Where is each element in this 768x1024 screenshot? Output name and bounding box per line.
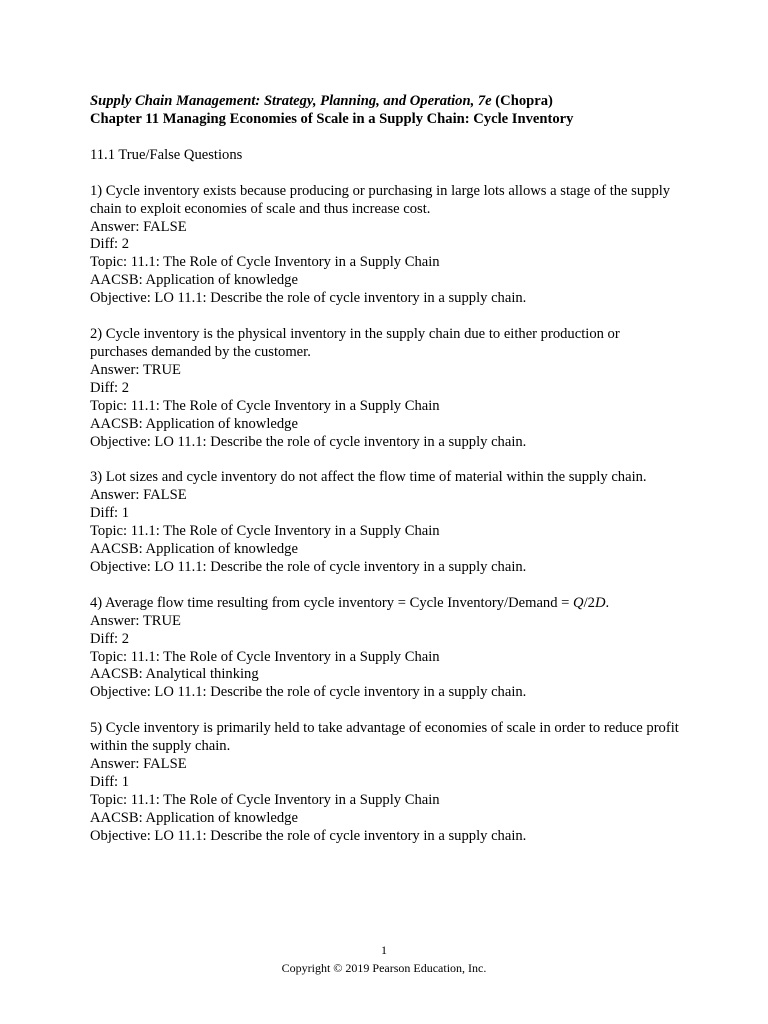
question-diff: Diff: 1 (90, 505, 130, 522)
question-topic: Topic: 11.1: The Role of Cycle Inventory in a Supply Chain (90, 648, 440, 665)
copyright-notice: Copyright © 2019 Pearson Education, Inc. (281, 961, 487, 975)
question-answer: Answer: TRUE (90, 612, 181, 629)
section-heading: 11.1 True/False Questions (90, 146, 243, 163)
question-objective: Objective: LO 11.1: Describe the role of cycle inventory in a supply chain. (90, 827, 527, 844)
question-topic: Topic: 11.1: The Role of Cycle Inventory in a Supply Chain (90, 523, 440, 540)
question-topic: Topic: 11.1: The Role of Cycle Inventory in a Supply Chain (90, 254, 440, 271)
question-aacsb: AACSB: Application of knowledge (90, 272, 298, 289)
page-number: 1 (381, 943, 387, 957)
question-text-suffix: . (605, 594, 610, 611)
question-text: 1) Cycle inventory exists because producing or purchasing in large lots allows a stage of the supply chain to exploit economies of scale and thus increase cost. (90, 182, 671, 217)
question-aacsb: AACSB: Application of knowledge (90, 415, 298, 432)
question-text-prefix: 4) Average flow time resulting from cycle inventory = Cycle Inventory/Demand = (90, 594, 574, 611)
question-diff: Diff: 2 (90, 630, 130, 647)
question-2 (90, 326, 680, 451)
book-title-line (90, 93, 680, 111)
chapter-title: Chapter 11 Managing Economies of Scale in a Supply Chain: Cycle Inventory (90, 110, 574, 127)
question-diff: Diff: 2 (90, 236, 130, 253)
question-text: 2) Cycle inventory is the physical inventory in the supply chain due to either production or purchases demanded by the customer. (90, 326, 620, 360)
book-author: (Chopra) (491, 93, 553, 109)
question-answer: Answer: FALSE (90, 487, 187, 504)
question-objective: Objective: LO 11.1: Describe the role of cycle inventory in a supply chain. (90, 558, 527, 575)
question-objective: Objective: LO 11.1: Describe the role of cycle inventory in a supply chain. (90, 290, 527, 307)
question-answer: Answer: FALSE (90, 218, 187, 235)
question-text: 5) Cycle inventory is primarily held to take advantage of economies of scale in order to reduce profit within the supply chain. (90, 720, 679, 755)
book-title: Supply Chain Management: Strategy, Planning, and Operation, 7e (90, 93, 492, 109)
question-aacsb: AACSB: Application of knowledge (90, 541, 298, 558)
question-topic: Topic: 11.1: The Role of Cycle Inventory in a Supply Chain (90, 791, 440, 808)
formula-mid: /2 (583, 594, 595, 611)
question-diff: Diff: 1 (90, 774, 130, 790)
question-1 (90, 183, 680, 308)
question-objective: Objective: LO 11.1: Describe the role of cycle inventory in a supply chain. (90, 433, 527, 450)
question-answer: Answer: TRUE (90, 361, 181, 378)
question-diff: Diff: 2 (90, 379, 130, 396)
question-topic: Topic: 11.1: The Role of Cycle Inventory in a Supply Chain (90, 397, 440, 414)
question-aacsb: AACSB: Analytical thinking (90, 666, 259, 683)
formula-q: Q (573, 594, 584, 611)
question-text (90, 595, 680, 613)
question-4 (90, 595, 680, 702)
question-answer: Answer: FALSE (90, 756, 187, 773)
question-3 (90, 469, 680, 576)
question-objective: Objective: LO 11.1: Describe the role of cycle inventory in a supply chain. (90, 684, 527, 701)
question-text: 3) Lot sizes and cycle inventory do not affect the flow time of material within the supply chain. (90, 469, 647, 486)
document-body (90, 93, 680, 846)
formula-d: D (594, 594, 606, 611)
question-aacsb: AACSB: Application of knowledge (90, 809, 298, 826)
question-5 (90, 720, 680, 845)
